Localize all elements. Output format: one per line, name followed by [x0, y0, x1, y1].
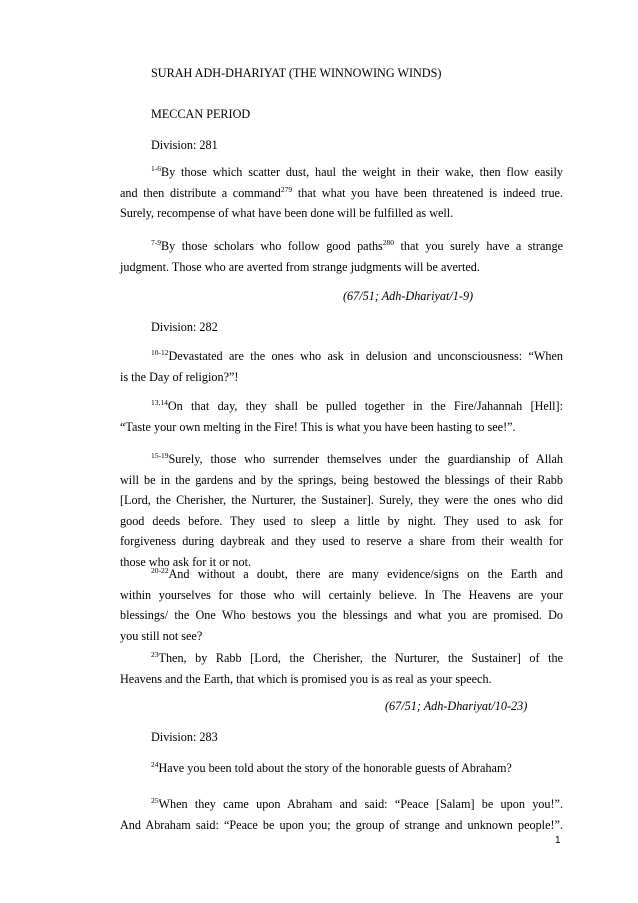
verse-paragraph — [120, 794, 563, 835]
verse-text: Then, by Rabb [Lord, the Cherisher, the Nurturer, the Sustainer] of the — [158, 651, 563, 665]
verse-number: 1-6 — [151, 164, 161, 173]
division-heading: Division: 282 — [151, 320, 218, 334]
verse-paragraph — [120, 236, 563, 277]
citation: (67/51; Adh-Dhariyat/1-9) — [343, 289, 474, 303]
verse-text: is the Day of religion?”! — [120, 369, 239, 384]
verse-number: 7-9 — [151, 238, 161, 247]
verse-text: that you surely have a strange — [400, 239, 563, 253]
verse-text: those who ask for it or not. — [120, 554, 251, 569]
verse-text: blessings/ the One Who bestows you the blessings and what you are promised. Do — [120, 608, 563, 622]
verse-text: Surely, those who surrender themselves under the guardianship of Allah — [168, 452, 563, 466]
footnote-ref: 280 — [382, 238, 395, 247]
verse-text: Surely, recompense of what have been done will be fulfilled as well. — [120, 206, 454, 220]
verse-paragraph — [120, 346, 563, 387]
verse-text: And Abraham said: “Peace be upon you; the group of strange and unknown people!”. — [120, 817, 563, 832]
citation: (67/51; Adh-Dhariyat/10-23) — [385, 699, 528, 713]
verse-number: 20-22 — [151, 566, 169, 575]
verse-text: you still not see? — [120, 628, 203, 643]
verse-paragraph — [120, 648, 563, 689]
verse-text: will be in the gardens and by the springs, being bestowed the blessings of their Rabb — [120, 472, 563, 487]
page-number: 1 — [555, 835, 561, 846]
verse-paragraph — [120, 396, 563, 437]
verse-text: “Taste your own melting in the Fire! This is what you have been hasting to see!”. — [120, 419, 516, 434]
verse-text: within yourselves for those who will certainly believe. In The Heavens are your — [120, 587, 563, 602]
division-heading: Division: 283 — [151, 730, 218, 744]
verse-text: forgiveness during daybreak and they used to reserve a share from their wealth for — [120, 534, 563, 548]
verse-paragraph — [120, 449, 563, 572]
verse-text: that what you have been threatened is indeed true. — [297, 185, 564, 200]
verse-text: good deeds before. They used to sleep a little by night. They used to ask for — [120, 513, 563, 528]
footnote-ref: 279 — [280, 184, 293, 194]
verse-text: And without a doubt, there are many evidence/signs on the Earth and — [168, 567, 563, 581]
verse-paragraph — [120, 162, 563, 224]
verse-paragraph — [120, 758, 563, 779]
verse-text: By those which scatter dust, haul the weight in their wake, then flow easily — [161, 165, 563, 179]
verse-text: judgment. Those who are averted from strange judgments will be averted. — [120, 259, 480, 274]
verse-text: Devastated are the ones who ask in delusion and unconsciousness: “When — [168, 349, 563, 363]
verse-text: On that day, they shall be pulled together in the Fire/Jahannah [Hell]: — [167, 399, 563, 413]
division-heading: Division: 281 — [151, 138, 218, 152]
verse-text: Have you been told about the story of the honorable guests of Abraham? — [158, 761, 512, 775]
verse-text: Heavens and the Earth, that which is promised you is as real as your speech. — [120, 671, 492, 686]
verse-number: 25 — [151, 796, 159, 805]
verse-number: 10-12 — [151, 348, 169, 357]
verse-text: [Lord, the Cherisher, the Nurturer, the Sustainer]. Surely, they were the ones who did — [120, 493, 563, 507]
verse-number: 13,14 — [151, 398, 168, 407]
verse-text: and then distribute a command — [120, 185, 281, 200]
surah-title: SURAH ADH-DHARIYAT (THE WINNOWING WINDS) — [151, 66, 442, 80]
verse-number: 24 — [151, 760, 159, 769]
verse-text: When they came upon Abraham and said: “Peace [Salam] be upon you!”. — [158, 797, 563, 811]
verse-number: 15-19 — [151, 451, 169, 460]
verse-number: 23 — [151, 650, 159, 659]
period-label: MECCAN PERIOD — [151, 107, 251, 121]
verse-text: By those scholars who follow good paths — [161, 239, 383, 253]
verse-paragraph — [120, 564, 563, 646]
